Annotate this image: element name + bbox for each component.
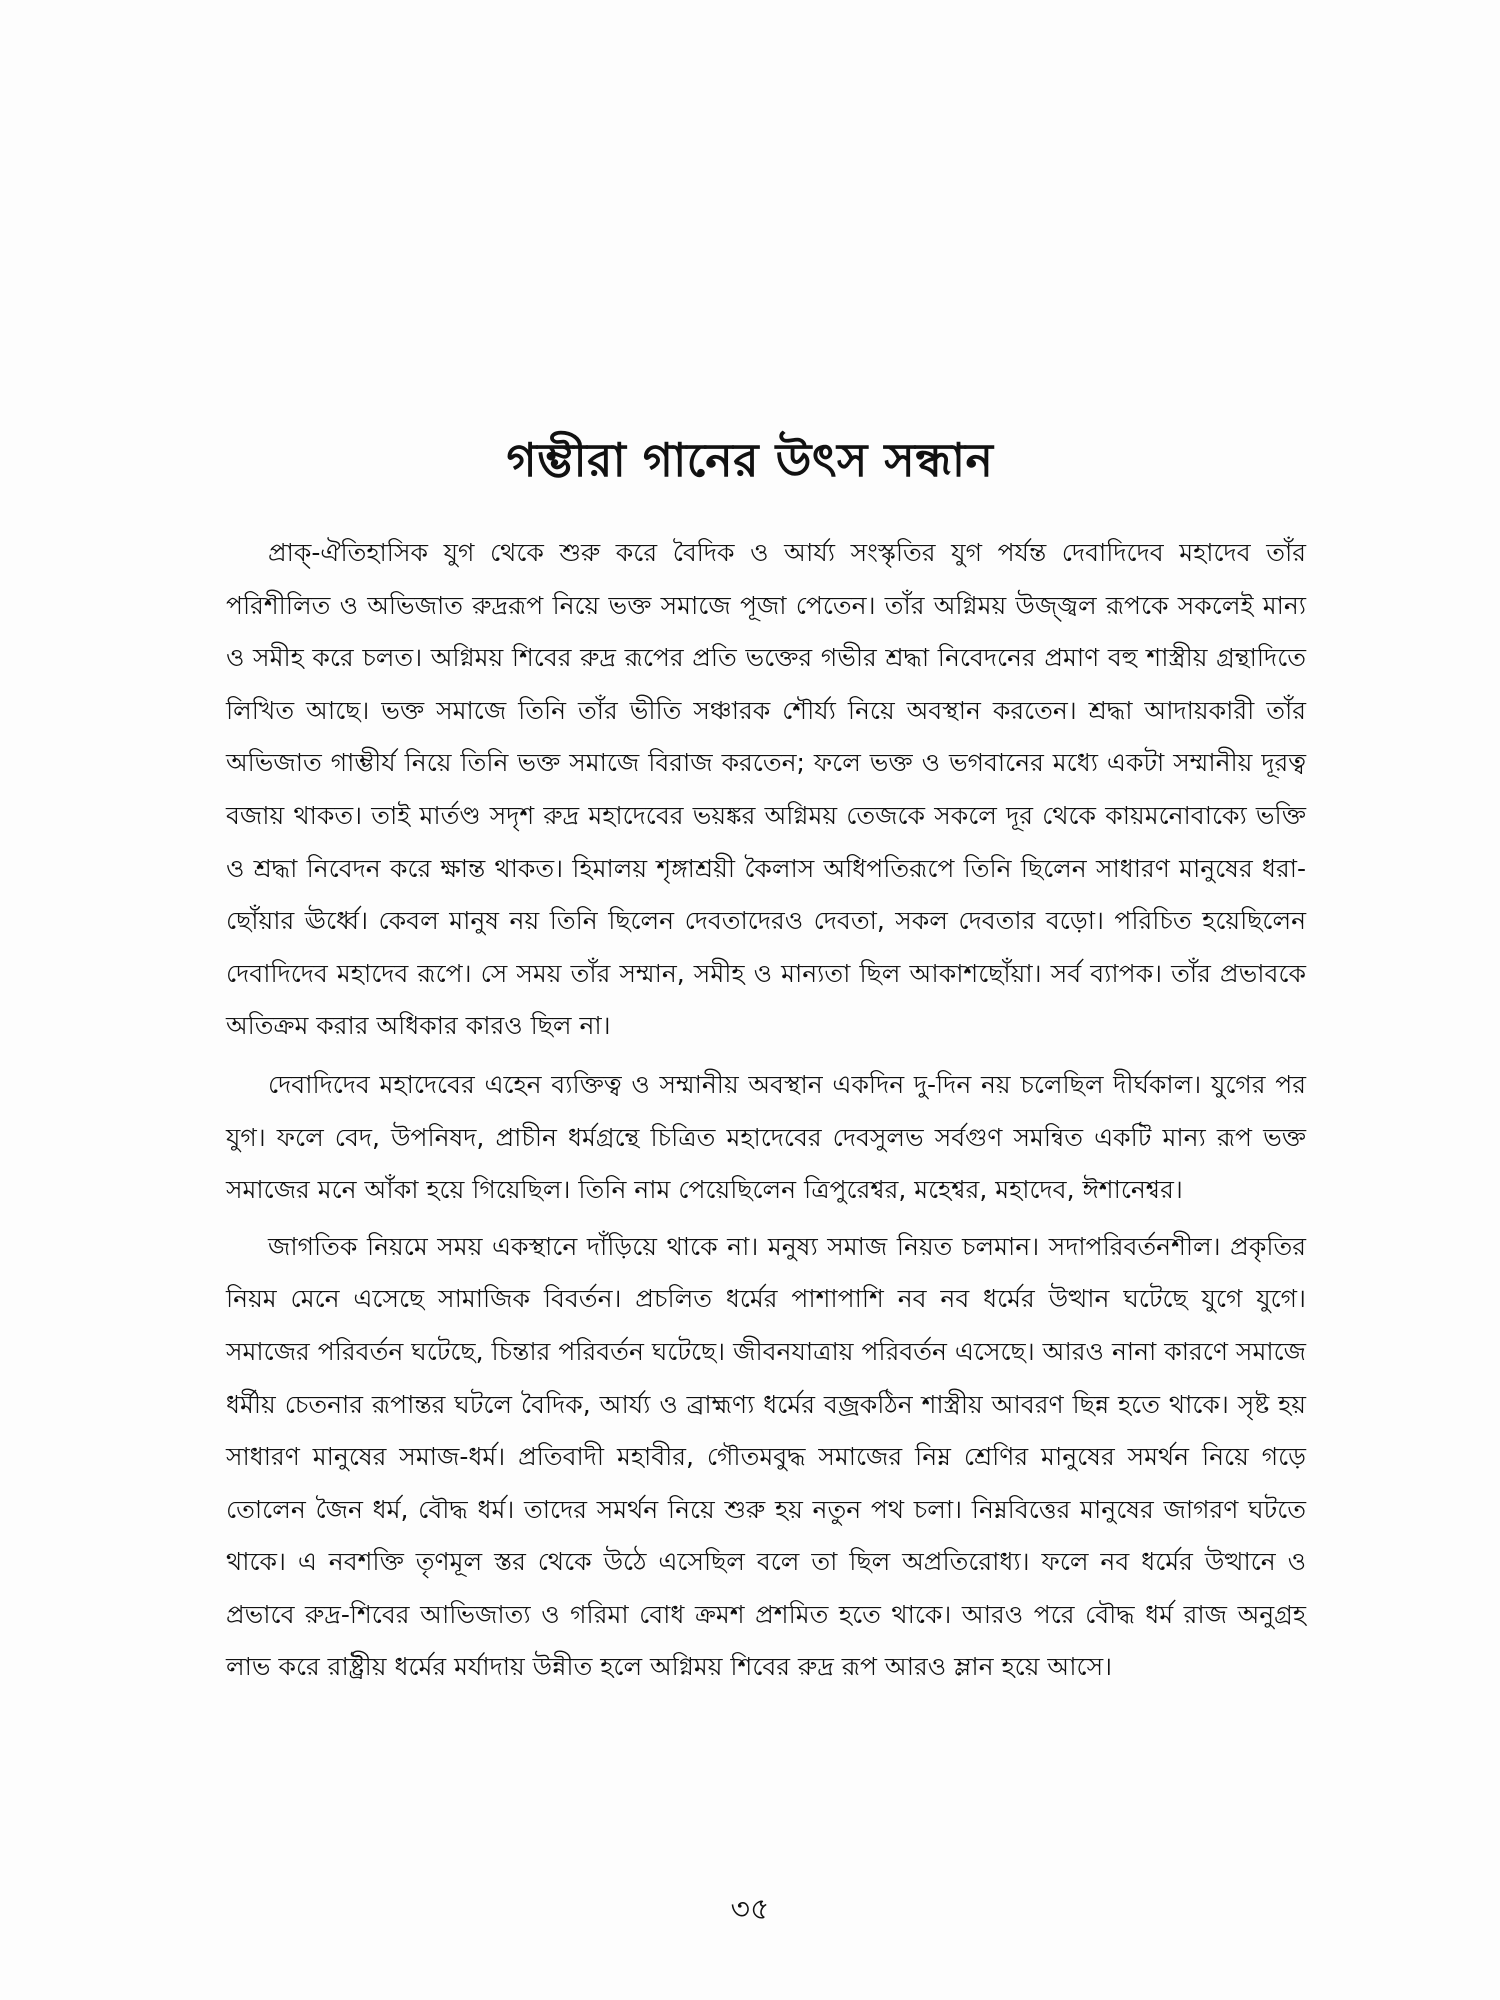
paragraph-2: দেবাদিদেব মহাদেবের এহেন ব্যক্তিত্ব ও সম্মানীয় অবস্থান একদিন দু-দিন নয় চলেছিল দীর্ঘকাল। যুগের পর যুগ। ফলে বেদ, উপনিষদ, প্রাচীন ধর্মগ্রন্থে চিত্রিত মহাদেবের দেবসুলভ সর্বগুণ সমন্বিত একটি মান্য রূপ ভক্ত সমাজের মনে আঁকা হয়ে গিয়েছিল। তিনি নাম পেয়েছিলেন ত্রিপুরেশ্বর, মহেশ্বর, মহাদেব, ঈশানেশ্বর। — [226, 1069, 1306, 1205]
paragraph-1: প্রাক্-ঐতিহাসিক যুগ থেকে শুরু করে বৈদিক ও আর্য্য সংস্কৃতির যুগ পর্যন্ত দেবাদিদেব মহাদেব তাঁর পরিশীলিত ও অভিজাত রুদ্ররূপ নিয়ে ভক্ত সমাজে পূজা পেতেন। তাঁর অগ্নিময় উজ্জ্বল রূপকে সকলেই মান্য ও সমীহ করে চলত। অগ্নিময় শিবের রুদ্র রূপের প্রতি ভক্তের গভীর শ্রদ্ধা নিবেদনের প্রমাণ বহু শাস্ত্রীয় গ্রন্থাদিতে লিখিত আছে। ভক্ত সমাজে তিনি তাঁর ভীতি সঞ্চারক শৌর্য্য নিয়ে অবস্থান করতেন। শ্রদ্ধা আদায়কারী তাঁর অভিজাত গাম্ভীর্য নিয়ে তিনি ভক্ত সমাজে বিরাজ করতেন; ফলে ভক্ত ও ভগবানের মধ্যে একটা সম্মানীয় দূরত্ব বজায় থাকত। তাই মার্তণ্ড সদৃশ রুদ্র মহাদেবের ভয়ঙ্কর অগ্নিময় তেজকে সকলে দূর থেকে কায়মনোবাক্যে ভক্তি ও শ্রদ্ধা নিবেদন করে ক্ষান্ত থাকত। হিমালয় শৃঙ্গাশ্রয়ী কৈলাস অধিপতিরূপে তিনি ছিলেন সাধারণ মানুষের ধরা-ছোঁয়ার ঊর্ধ্বে। কেবল মানুষ নয় তিনি ছিলেন দেবতাদেরও দেবতা, সকল দেবতার বড়ো। পরিচিত হয়েছিলেন দেবাদিদেব মহাদেব রূপে। সে সময় তাঁর সম্মান, সমীহ ও মান্যতা ছিল আকাশছোঁয়া। সর্ব ব্যাপক। তাঁর প্রভাবকে অতিক্রম করার অধিকার কারও ছিল না। — [226, 538, 1306, 1041]
body-text — [226, 527, 1306, 1694]
page-number: ৩৫ — [730, 1892, 770, 1927]
paragraph-3: জাগতিক নিয়মে সময় একস্থানে দাঁড়িয়ে থাকে না। মনুষ্য সমাজ নিয়ত চলমান। সদাপরিবর্তনশীল। প্রকৃতির নিয়ম মেনে এসেছে সামাজিক বিবর্তন। প্রচলিত ধর্মের পাশাপাশি নব নব ধর্মের উত্থান ঘটেছে যুগে যুগে। সমাজের পরিবর্তন ঘটেছে, চিন্তার পরিবর্তন ঘটেছে। জীবনযাত্রায় পরিবর্তন এসেছে। আরও নানা কারণে সমাজে ধর্মীয় চেতনার রূপান্তর ঘটলে বৈদিক, আর্য্য ও ব্রাহ্মণ্য ধর্মের বজ্রকঠিন শাস্ত্রীয় আবরণ ছিন্ন হতে থাকে। সৃষ্ট হয় সাধারণ মানুষের সমাজ-ধর্ম। প্রতিবাদী মহাবীর, গৌতমবুদ্ধ সমাজের নিম্ন শ্রেণির মানুষের সমর্থন নিয়ে গড়ে তোলেন জৈন ধর্ম, বৌদ্ধ ধর্ম। তাদের সমর্থন নিয়ে শুরু হয় নতুন পথ চলা। নিম্নবিত্তের মানুষের জাগরণ ঘটতে থাকে। এ নবশক্তি তৃণমূল স্তর থেকে উঠে এসেছিল বলে তা ছিল অপ্রতিরোধ্য। ফলে নব ধর্মের উত্থানে ও প্রভাবে রুদ্র-শিবের আভিজাত্য ও গরিমা বোধ ক্রমশ প্রশমিত হতে থাকে। আরও পরে বৌদ্ধ ধর্ম রাজ অনুগ্রহ লাভ করে রাষ্ট্রীয় ধর্মের মর্যাদায় উন্নীত হলে অগ্নিময় শিবের রুদ্র রূপ আরও ম্লান হয়ে আসে। — [226, 1231, 1306, 1682]
chapter-title: গম্ভীরা গানের উৎস সন্ধান — [506, 433, 994, 487]
